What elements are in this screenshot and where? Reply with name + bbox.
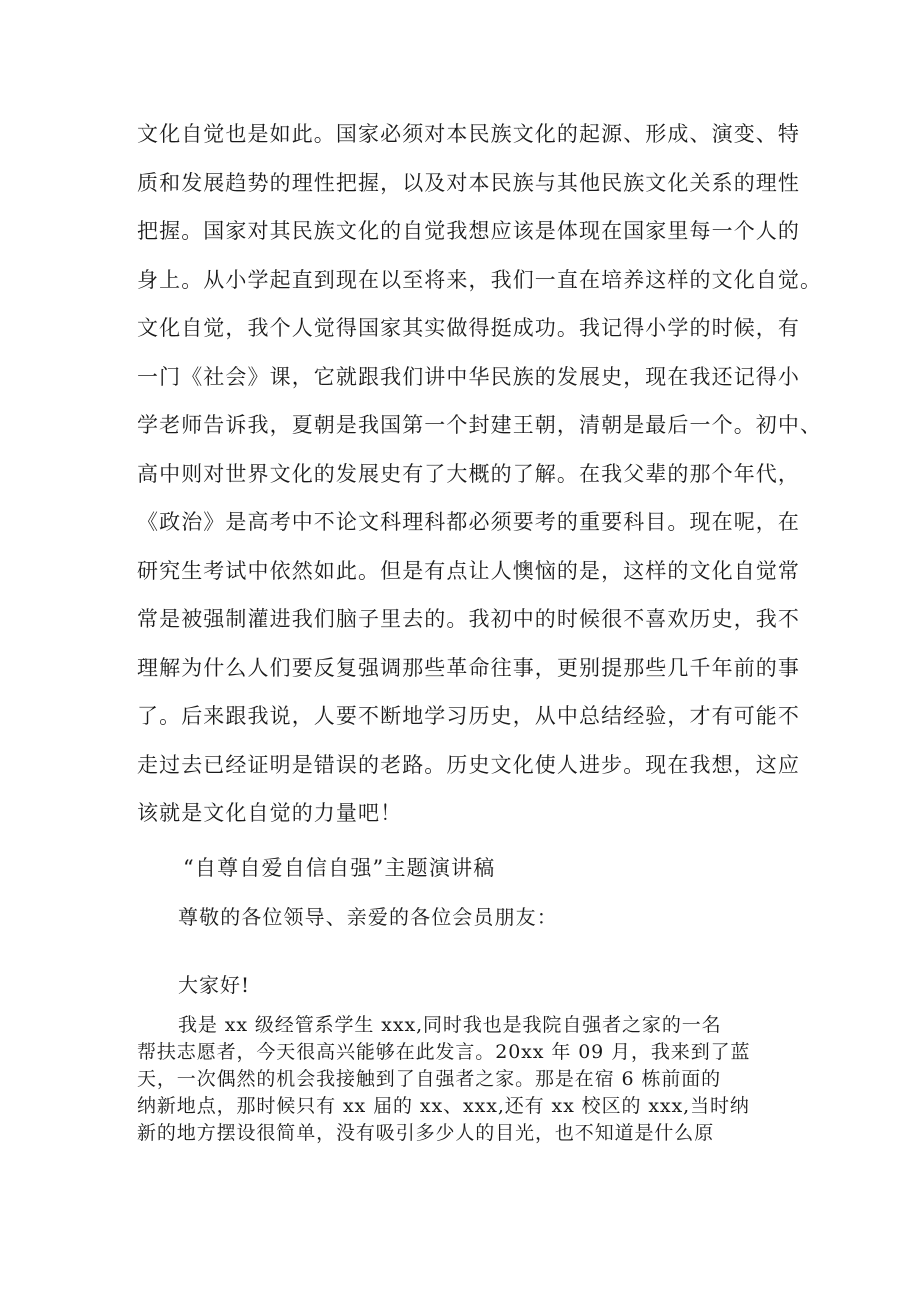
text-line: 一门《社会》课，它就跟我们讲中华民族的发展史，现在我还记得小 — [137, 364, 800, 389]
text-line: 我是 xx 级经管系学生 xxx,同时我也是我院自强者之家的一名 — [178, 1014, 722, 1036]
text-line: 帮扶志愿者，今天很高兴能够在此发言。20xx 年 09 月，我来到了蓝 — [137, 1041, 751, 1063]
text-line: 学老师告诉我，夏朝是我国第一个封建王朝，清朝是最后一个。初中、 — [137, 413, 823, 437]
text-line: 身上。从小学起直到现在以至将来，我们一直在培养这样的文化自觉。 — [137, 267, 823, 292]
speech-paragraph — [137, 1012, 797, 1147]
text-line: 理解为什么人们要反复强调那些革命往事，更别提那些几千年前的事 — [137, 655, 800, 680]
text-line: 走过去已经证明是错误的老路。历史文化使人进步。现在我想，这应 — [137, 752, 800, 777]
speech-greeting: 大家好! — [178, 973, 251, 997]
speech-salutation: 尊敬的各位领导、亲爱的各位会员朋友： — [178, 905, 558, 929]
text-line: 了。后来跟我说，人要不断地学习历史，从中总结经验，才有可能不 — [137, 704, 800, 728]
text-line: 纳新地点，那时候只有 xx 届的 xx、xxx,还有 xx 校区的 xxx,当时纳 — [137, 1095, 750, 1117]
text-line: 天，一次偶然的机会我接触到了自强者之家。那是在宿 6 栋前面的 — [137, 1068, 722, 1090]
text-line: 常是被强制灌进我们脑子里去的。我初中的时候很不喜欢历史，我不 — [137, 607, 800, 631]
text-line: 《政治》是高考中不论文科理科都必须要考的重要科目。现在呢，在 — [137, 510, 800, 534]
text-line: 高中则对世界文化的发展史有了大概的了解。在我父辈的那个年代， — [137, 461, 800, 486]
text-line: 文化自觉也是如此。国家必须对本民族文化的起源、形成、演变、特 — [137, 122, 800, 146]
text-line: 该就是文化自觉的力量吧！ — [137, 801, 403, 825]
text-line: 研究生考试中依然如此。但是有点让人懊恼的是，这样的文化自觉常 — [137, 558, 800, 583]
body-paragraph — [137, 110, 823, 838]
speech-title: “自尊自爱自信自强”主题演讲稿 — [183, 856, 496, 880]
text-line: 新的地方摆设很简单，没有吸引多少人的目光，也不知道是什么原 — [137, 1122, 715, 1144]
text-line: 质和发展趋势的理性把握，以及对本民族与其他民族文化关系的理性 — [137, 170, 800, 195]
text-line: 文化自觉，我个人觉得国家其实做得挺成功。我记得小学的时候，有 — [137, 316, 800, 340]
text-line: 把握。国家对其民族文化的自觉我想应该是体现在国家里每一个人的 — [137, 219, 800, 243]
